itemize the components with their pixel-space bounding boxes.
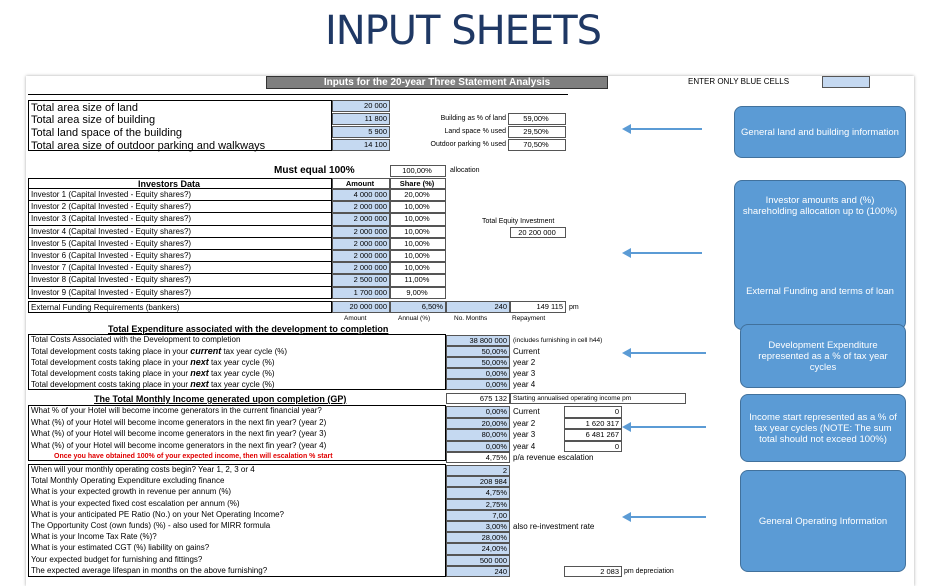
expenditure-value[interactable]: 0,00% [446,379,510,390]
investor-amount[interactable]: 4 000 000 [332,189,390,201]
external-repayment: 149 115 [510,301,566,313]
blue-cell-legend [822,76,870,88]
income-value[interactable]: 80,00% [446,429,510,441]
operating-label: The Opportunity Cost (own funds) (%) - also used for MIRR formula [31,521,271,530]
income-label: What % of your Hotel will become income generators in the current financial year? [31,406,322,415]
land-space-pct-label: Land space % used [444,128,506,135]
income-title: The Total Monthly Income generated upon completion (GP) [94,394,347,404]
callout-investors [734,180,906,330]
investor-amount[interactable]: 2 000 000 [332,201,390,213]
operating-label: What is your expected fixed cost escalation per annum (%) [31,498,240,508]
sub-repayment: Repayment [512,315,546,322]
callout-income: Income start represented as a % of tax year cycles (NOTE: The sum total should not exceed 100%) [740,394,906,462]
page-title: INPUT SHEETS [324,8,602,54]
arrow-operating-shaft [630,516,706,518]
income-label: What (%) of your Hotel will become income generators in the next fin year? (year 4) [31,440,327,450]
operating-value[interactable]: 28,00% [446,532,510,543]
external-amount[interactable]: 20 000 000 [332,301,390,313]
operating-label: What is your expected growth in revenue per annum (%) [31,487,232,497]
total-equity-value: 20 200 000 [510,227,566,238]
arrow-expenditure-shaft [630,352,706,354]
operating-label: When will your monthly operating costs begin? Year 1, 2, 3 or 4 [31,465,255,474]
operating-label: Your expected budget for furnishing and fittings? [31,554,203,564]
col-share: Share (%) [390,178,446,189]
building-label: Total area size of building [31,114,156,126]
operating-value[interactable]: 2 [446,465,510,476]
investor-share: 10,00% [390,262,446,274]
external-annual[interactable]: 6,50% [390,301,446,313]
label-pre: Total development costs taking place in your [31,347,191,356]
operating-value[interactable]: 7,00 [446,510,510,521]
label-em: next [190,379,209,389]
operating-value[interactable]: 208 984 [446,476,510,487]
expenditure-label [31,346,287,357]
expenditure-note: (includes furnishing in cell h44) [513,337,603,344]
total-equity-label: Total Equity Investment [482,218,555,225]
income-value[interactable]: 0,00% [446,441,510,453]
expenditure-value[interactable]: 38 800 000 [446,335,510,346]
allocation-note: allocation [450,167,480,174]
label-em: next [190,368,209,378]
label-pre: Total development costs taking place in your [31,369,191,378]
income-value[interactable]: 0,00% [446,406,510,418]
operating-label: What is your Income Tax Rate (%)? [31,532,157,542]
operating-label: What is your anticipated PE Ratio (No.) on your Net Operating Income? [31,509,285,519]
label-em: current [190,346,222,356]
investor-share: 11,00% [390,274,446,286]
investor-label: Investor 3 (Capital Invested - Equity shares?) [31,214,192,224]
expenditure-value[interactable]: 50,00% [446,346,510,357]
land-value[interactable]: 20 000 [332,100,390,112]
investor-amount[interactable]: 1 700 000 [332,287,390,299]
sheet-header: Inputs for the 20-year Three Statement Analysis [266,76,608,89]
depreciation-note: pm depreciation [624,567,674,575]
investor-amount[interactable]: 2 000 000 [332,250,390,262]
operating-label: The expected average lifespan in months on the above furnishing? [31,565,268,575]
label-pre: Total development costs taking place in your [31,380,191,389]
divider [28,94,568,95]
investor-share: 10,00% [390,238,446,250]
label-em: next [190,357,209,367]
sub-months: No. Months [454,315,488,322]
parking-value[interactable]: 14 100 [332,139,390,151]
building-pct-label: Building as % of land [440,115,506,122]
expenditure-label: Total Costs Associated with the Development to completion [31,335,241,344]
label-post: tax year cycle (%) [208,380,275,389]
operating-value[interactable]: 500 000 [446,555,510,566]
operating-note: also re-investment rate [513,522,595,531]
building-pct: 59,00% [508,113,566,125]
investors-title: Investors Data [138,179,201,189]
expenditure-value[interactable]: 50,00% [446,357,510,368]
investor-amount[interactable]: 2 000 000 [332,238,390,250]
callout-investors-text: Investor amounts and (%) shareholding allocation up to (100%) [742,195,898,217]
expenditure-label [31,379,275,390]
investor-amount[interactable]: 2 000 000 [332,213,390,225]
parking-label: Total area size of outdoor parking and walkways [31,140,266,152]
enter-only-label: ENTER ONLY BLUE CELLS [688,77,790,86]
operating-value[interactable]: 3,00% [446,521,510,532]
sub-annual: Annual (%) [398,315,431,322]
income-note: year 2 [513,418,536,428]
sub-amount: Amount [344,315,367,322]
operating-label: What is your estimated CGT (%) liability on gains? [31,543,210,553]
operating-value[interactable]: 24,00% [446,543,510,554]
operating-value[interactable]: 240 [446,566,510,577]
investor-share: 10,00% [390,213,446,225]
investor-share: 10,00% [390,250,446,262]
investor-share: 9,00% [390,287,446,299]
investor-label: Investor 9 (Capital Invested - Equity shares?) [31,287,192,297]
investor-amount[interactable]: 2 500 000 [332,274,390,286]
income-extra: 6 481 267 [564,429,622,441]
expenditure-note: year 4 [513,380,536,389]
escalation-value: 4,75% [446,452,510,463]
investor-share: 10,00% [390,226,446,238]
label-post: tax year cycle (%) [208,369,275,378]
income-note: year 4 [513,441,536,451]
investor-label: Investor 4 (Capital Invested - Equity shares?) [31,226,192,236]
label-post: tax year cycle (%) [208,358,275,367]
income-label: What (%) of your Hotel will become income generators in the next fin year? (year 2) [31,417,327,427]
arrow-investors-shaft [630,252,702,254]
income-extra: 1 620 317 [564,418,622,430]
investor-amount[interactable]: 2 000 000 [332,226,390,238]
parking-pct: 70,50% [508,139,566,151]
arrow-income-shaft [630,426,706,428]
expenditure-value[interactable]: 0,00% [446,368,510,379]
expenditure-label [31,357,275,368]
income-label: What (%) of your Hotel will become income generators in the next fin year? (year 3) [31,429,327,438]
external-funding-label: External Funding Requirements (bankers) [31,303,180,312]
investor-share: 20,00% [390,189,446,201]
investor-share: 10,00% [390,201,446,213]
parking-pct-label: Outdoor parking % used [430,141,506,148]
operating-value[interactable]: 2,75% [446,499,510,510]
investor-label: Investor 8 (Capital Invested - Equity shares?) [31,275,192,285]
income-warning: Once you have obtained 100% of your expected income, then will escalation % start [54,453,333,460]
land-space-value[interactable]: 5 900 [332,126,390,138]
col-amount: Amount [332,178,390,189]
income-note: year 3 [513,430,536,439]
land-space-label: Total land space of the building [31,127,183,139]
income-value[interactable]: 20,00% [446,418,510,430]
investor-amount[interactable]: 2 000 000 [332,262,390,274]
income-extra: 0 [564,441,622,453]
investor-label: Investor 7 (Capital Invested - Equity shares?) [31,263,192,273]
income-note: Current [513,407,540,416]
income-title-note: Starting annualised operating income pm [510,393,686,404]
expenditure-title: Total Expenditure associated with the development to completion [108,324,389,334]
income-extra: 0 [564,406,622,418]
expenditure-note: Current [513,347,540,356]
callout-land: General land and building information [734,106,906,158]
external-funding-row [28,301,332,313]
depreciation-value: 2 083 [564,566,622,577]
land-label: Total area size of land [31,102,139,114]
repayment-unit: pm [569,304,579,311]
investor-label: Investor 1 (Capital Invested - Equity shares?) [31,190,192,199]
label-pre: Total development costs taking place in your [31,358,191,367]
operating-value[interactable]: 4,75% [446,487,510,498]
investor-label: Investor 5 (Capital Invested - Equity shares?) [31,238,192,248]
land-space-pct: 29,50% [508,126,566,138]
income-title-value: 675 132 [446,393,510,404]
expenditure-note: year 2 [513,358,536,367]
external-months[interactable]: 240 [446,301,510,313]
investor-label: Investor 6 (Capital Invested - Equity shares?) [31,251,192,260]
must-equal-label: Must equal 100% [274,165,355,176]
spreadsheet [26,76,914,586]
investor-label: Investor 2 (Capital Invested - Equity shares?) [31,202,192,212]
label-post: tax year cycle (%) [221,347,288,356]
building-value[interactable]: 11 800 [332,113,390,125]
operating-label: Total Monthly Operating Expenditure excluding finance [31,476,225,486]
callout-operating: General Operating Information [740,470,906,572]
expenditure-label [31,368,275,379]
expenditure-note: year 3 [513,369,536,378]
callout-funding: External Funding and terms of loan [746,286,894,297]
escalation-note: p/a revenue escalation [513,453,594,462]
callout-expenditure: Development Expenditure represented as a % of tax year cycles [740,324,906,388]
must-equal-value: 100,00% [390,165,446,177]
arrow-land-shaft [630,128,702,130]
